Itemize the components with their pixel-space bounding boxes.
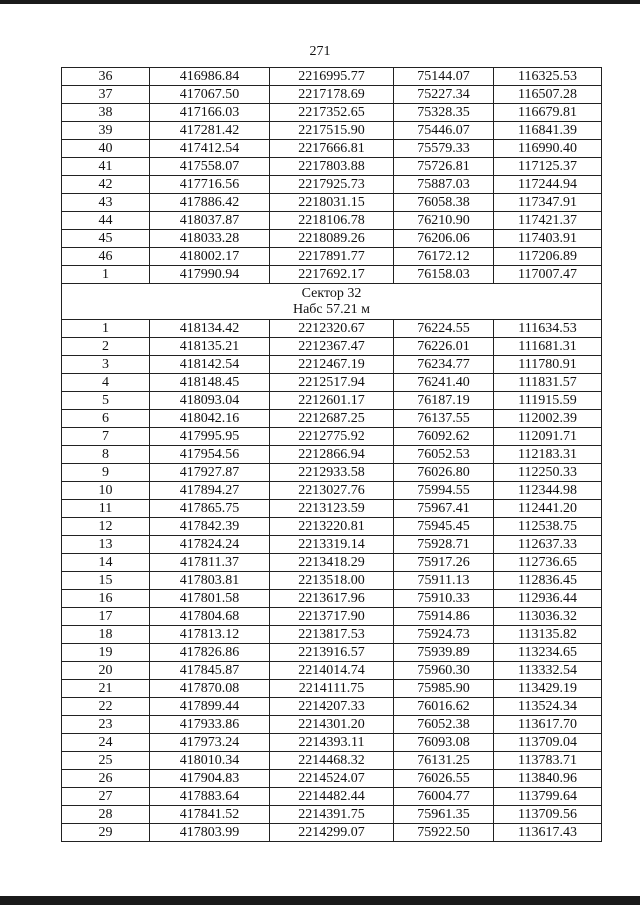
x-local-cell: 75945.45	[394, 518, 494, 536]
point-number-cell: 13	[62, 536, 150, 554]
table-row	[62, 752, 602, 770]
y-coordinate-cell: 2214468.32	[270, 752, 394, 770]
scan-edge-bottom	[0, 896, 640, 905]
table-body-before	[62, 68, 602, 284]
x-coordinate-cell: 418042.16	[150, 410, 270, 428]
point-number-cell: 4	[62, 374, 150, 392]
y-local-cell: 111681.31	[494, 338, 602, 356]
point-number-cell: 40	[62, 140, 150, 158]
table-row	[62, 230, 602, 248]
y-local-cell: 113709.04	[494, 734, 602, 752]
page-number: 271	[309, 44, 331, 59]
point-number-cell: 38	[62, 104, 150, 122]
x-local-cell: 75887.03	[394, 176, 494, 194]
x-local-cell: 75961.35	[394, 806, 494, 824]
point-number-cell: 1	[62, 320, 150, 338]
y-local-cell: 117206.89	[494, 248, 602, 266]
x-coordinate-cell: 418142.54	[150, 356, 270, 374]
y-coordinate-cell: 2216995.77	[270, 68, 394, 86]
x-local-cell: 75446.07	[394, 122, 494, 140]
x-local-cell: 75914.86	[394, 608, 494, 626]
x-coordinate-cell: 417281.42	[150, 122, 270, 140]
point-number-cell: 46	[62, 248, 150, 266]
table-row	[62, 356, 602, 374]
table-row	[62, 68, 602, 86]
x-coordinate-cell: 417841.52	[150, 806, 270, 824]
point-number-cell: 18	[62, 626, 150, 644]
point-number-cell: 1	[62, 266, 150, 284]
y-coordinate-cell: 2213817.53	[270, 626, 394, 644]
x-coordinate-cell: 417886.42	[150, 194, 270, 212]
x-coordinate-cell: 417842.39	[150, 518, 270, 536]
x-coordinate-cell: 417804.68	[150, 608, 270, 626]
y-coordinate-cell: 2214482.44	[270, 788, 394, 806]
y-coordinate-cell: 2217666.81	[270, 140, 394, 158]
y-local-cell: 113783.71	[494, 752, 602, 770]
y-coordinate-cell: 2212866.94	[270, 446, 394, 464]
x-local-cell: 75144.07	[394, 68, 494, 86]
x-local-cell: 75928.71	[394, 536, 494, 554]
x-coordinate-cell: 417973.24	[150, 734, 270, 752]
point-number-cell: 12	[62, 518, 150, 536]
y-local-cell: 112936.44	[494, 590, 602, 608]
table-row	[62, 536, 602, 554]
table-row	[62, 806, 602, 824]
x-local-cell: 76026.80	[394, 464, 494, 482]
point-number-cell: 20	[62, 662, 150, 680]
scan-edge-top	[0, 0, 640, 4]
y-coordinate-cell: 2217352.65	[270, 104, 394, 122]
x-coordinate-cell: 417813.12	[150, 626, 270, 644]
point-number-cell: 27	[62, 788, 150, 806]
table-row	[62, 554, 602, 572]
y-coordinate-cell: 2217515.90	[270, 122, 394, 140]
table-row	[62, 122, 602, 140]
y-coordinate-cell: 2213617.96	[270, 590, 394, 608]
table-row	[62, 644, 602, 662]
table-row	[62, 248, 602, 266]
y-local-cell: 113135.82	[494, 626, 602, 644]
point-number-cell: 25	[62, 752, 150, 770]
table-row	[62, 428, 602, 446]
point-number-cell: 3	[62, 356, 150, 374]
y-coordinate-cell: 2213319.14	[270, 536, 394, 554]
x-coordinate-cell: 417166.03	[150, 104, 270, 122]
x-coordinate-cell: 418093.04	[150, 392, 270, 410]
x-local-cell: 75579.33	[394, 140, 494, 158]
y-local-cell: 116507.28	[494, 86, 602, 104]
point-number-cell: 15	[62, 572, 150, 590]
x-coordinate-cell: 418033.28	[150, 230, 270, 248]
x-local-cell: 76052.38	[394, 716, 494, 734]
table-row	[62, 212, 602, 230]
table-row	[62, 446, 602, 464]
y-coordinate-cell: 2214111.75	[270, 680, 394, 698]
point-number-cell: 45	[62, 230, 150, 248]
y-local-cell: 113840.96	[494, 770, 602, 788]
table-row	[62, 698, 602, 716]
x-local-cell: 76241.40	[394, 374, 494, 392]
table-row	[62, 788, 602, 806]
table-row	[62, 374, 602, 392]
table-row	[62, 410, 602, 428]
y-local-cell: 116990.40	[494, 140, 602, 158]
table-row	[62, 266, 602, 284]
y-local-cell: 116679.81	[494, 104, 602, 122]
table-row	[62, 716, 602, 734]
x-coordinate-cell: 418135.21	[150, 338, 270, 356]
x-local-cell: 75328.35	[394, 104, 494, 122]
x-coordinate-cell: 417412.54	[150, 140, 270, 158]
y-coordinate-cell: 2212601.17	[270, 392, 394, 410]
y-coordinate-cell: 2212320.67	[270, 320, 394, 338]
table-row	[62, 320, 602, 338]
x-coordinate-cell: 417995.95	[150, 428, 270, 446]
x-coordinate-cell: 417558.07	[150, 158, 270, 176]
x-local-cell: 75939.89	[394, 644, 494, 662]
coordinates-table	[61, 67, 602, 842]
table-row	[62, 158, 602, 176]
x-local-cell: 75967.41	[394, 500, 494, 518]
x-local-cell: 75910.33	[394, 590, 494, 608]
point-number-cell: 36	[62, 68, 150, 86]
point-number-cell: 42	[62, 176, 150, 194]
y-coordinate-cell: 2212687.25	[270, 410, 394, 428]
table-row	[62, 194, 602, 212]
y-local-cell: 113524.34	[494, 698, 602, 716]
point-number-cell: 10	[62, 482, 150, 500]
x-coordinate-cell: 417870.08	[150, 680, 270, 698]
x-coordinate-cell: 418002.17	[150, 248, 270, 266]
y-coordinate-cell: 2212933.58	[270, 464, 394, 482]
y-local-cell: 112183.31	[494, 446, 602, 464]
point-number-cell: 43	[62, 194, 150, 212]
point-number-cell: 22	[62, 698, 150, 716]
x-coordinate-cell: 417803.99	[150, 824, 270, 842]
y-local-cell: 112836.45	[494, 572, 602, 590]
point-number-cell: 37	[62, 86, 150, 104]
y-coordinate-cell: 2214393.11	[270, 734, 394, 752]
table-row	[62, 518, 602, 536]
y-coordinate-cell: 2212467.19	[270, 356, 394, 374]
y-coordinate-cell: 2213717.90	[270, 608, 394, 626]
x-local-cell: 76234.77	[394, 356, 494, 374]
y-local-cell: 116841.39	[494, 122, 602, 140]
table-body-after	[62, 320, 602, 842]
y-coordinate-cell: 2212775.92	[270, 428, 394, 446]
y-coordinate-cell: 2214391.75	[270, 806, 394, 824]
table-row	[62, 608, 602, 626]
y-local-cell: 112637.33	[494, 536, 602, 554]
y-coordinate-cell: 2212517.94	[270, 374, 394, 392]
x-coordinate-cell: 417904.83	[150, 770, 270, 788]
x-local-cell: 76052.53	[394, 446, 494, 464]
table-row	[62, 482, 602, 500]
table-row	[62, 662, 602, 680]
y-local-cell: 111915.59	[494, 392, 602, 410]
sector-subtitle: Набс 57.21 м	[292, 301, 371, 317]
x-local-cell: 76187.19	[394, 392, 494, 410]
x-coordinate-cell: 417845.87	[150, 662, 270, 680]
x-coordinate-cell: 417716.56	[150, 176, 270, 194]
y-local-cell: 117125.37	[494, 158, 602, 176]
y-coordinate-cell: 2217891.77	[270, 248, 394, 266]
x-local-cell: 76058.38	[394, 194, 494, 212]
x-local-cell: 76016.62	[394, 698, 494, 716]
table-row	[62, 770, 602, 788]
point-number-cell: 24	[62, 734, 150, 752]
point-number-cell: 16	[62, 590, 150, 608]
x-coordinate-cell: 417803.81	[150, 572, 270, 590]
point-number-cell: 5	[62, 392, 150, 410]
table-row	[62, 572, 602, 590]
point-number-cell: 41	[62, 158, 150, 176]
x-coordinate-cell: 417811.37	[150, 554, 270, 572]
table-row	[62, 626, 602, 644]
x-coordinate-cell: 417883.64	[150, 788, 270, 806]
x-local-cell: 76224.55	[394, 320, 494, 338]
sector-cell	[62, 284, 602, 320]
table-row	[62, 680, 602, 698]
point-number-cell: 39	[62, 122, 150, 140]
x-coordinate-cell: 417824.24	[150, 536, 270, 554]
x-coordinate-cell: 417067.50	[150, 86, 270, 104]
x-coordinate-cell: 417894.27	[150, 482, 270, 500]
y-local-cell: 113036.32	[494, 608, 602, 626]
point-number-cell: 6	[62, 410, 150, 428]
x-coordinate-cell: 417933.86	[150, 716, 270, 734]
table-row	[62, 734, 602, 752]
table-row	[62, 104, 602, 122]
x-coordinate-cell: 417927.87	[150, 464, 270, 482]
y-local-cell: 113709.56	[494, 806, 602, 824]
y-coordinate-cell: 2213418.29	[270, 554, 394, 572]
x-local-cell: 75227.34	[394, 86, 494, 104]
y-coordinate-cell: 2214301.20	[270, 716, 394, 734]
x-local-cell: 76210.90	[394, 212, 494, 230]
point-number-cell: 28	[62, 806, 150, 824]
y-coordinate-cell: 2212367.47	[270, 338, 394, 356]
y-local-cell: 112344.98	[494, 482, 602, 500]
y-coordinate-cell: 2217803.88	[270, 158, 394, 176]
y-local-cell: 113799.64	[494, 788, 602, 806]
x-coordinate-cell: 416986.84	[150, 68, 270, 86]
x-local-cell: 76226.01	[394, 338, 494, 356]
y-coordinate-cell: 2218031.15	[270, 194, 394, 212]
y-local-cell: 117421.37	[494, 212, 602, 230]
y-coordinate-cell: 2218089.26	[270, 230, 394, 248]
y-local-cell: 116325.53	[494, 68, 602, 86]
table-row	[62, 176, 602, 194]
x-local-cell: 75985.90	[394, 680, 494, 698]
table-row	[62, 140, 602, 158]
x-local-cell: 75917.26	[394, 554, 494, 572]
x-local-cell: 75924.73	[394, 626, 494, 644]
point-number-cell: 19	[62, 644, 150, 662]
x-local-cell: 75726.81	[394, 158, 494, 176]
y-local-cell: 117007.47	[494, 266, 602, 284]
y-coordinate-cell: 2217178.69	[270, 86, 394, 104]
point-number-cell: 7	[62, 428, 150, 446]
y-local-cell: 113234.65	[494, 644, 602, 662]
x-coordinate-cell: 418148.45	[150, 374, 270, 392]
y-coordinate-cell: 2213518.00	[270, 572, 394, 590]
point-number-cell: 9	[62, 464, 150, 482]
x-local-cell: 76131.25	[394, 752, 494, 770]
x-local-cell: 75922.50	[394, 824, 494, 842]
x-coordinate-cell: 418010.34	[150, 752, 270, 770]
y-coordinate-cell: 2213916.57	[270, 644, 394, 662]
table-row	[62, 590, 602, 608]
point-number-cell: 2	[62, 338, 150, 356]
table-row	[62, 86, 602, 104]
y-coordinate-cell: 2213027.76	[270, 482, 394, 500]
y-coordinate-cell: 2217692.17	[270, 266, 394, 284]
point-number-cell: 17	[62, 608, 150, 626]
x-local-cell: 75960.30	[394, 662, 494, 680]
point-number-cell: 26	[62, 770, 150, 788]
point-number-cell: 11	[62, 500, 150, 518]
x-local-cell: 76004.77	[394, 788, 494, 806]
x-local-cell: 76092.62	[394, 428, 494, 446]
y-local-cell: 112441.20	[494, 500, 602, 518]
x-local-cell: 76093.08	[394, 734, 494, 752]
x-coordinate-cell: 418134.42	[150, 320, 270, 338]
table-row	[62, 500, 602, 518]
y-coordinate-cell: 2213123.59	[270, 500, 394, 518]
point-number-cell: 14	[62, 554, 150, 572]
x-coordinate-cell: 418037.87	[150, 212, 270, 230]
table-row	[62, 824, 602, 842]
point-number-cell: 44	[62, 212, 150, 230]
table-row	[62, 338, 602, 356]
point-number-cell: 21	[62, 680, 150, 698]
y-local-cell: 111831.57	[494, 374, 602, 392]
y-local-cell: 113429.19	[494, 680, 602, 698]
point-number-cell: 29	[62, 824, 150, 842]
x-local-cell: 76158.03	[394, 266, 494, 284]
sector-title: Сектор 32	[301, 285, 362, 301]
y-coordinate-cell: 2213220.81	[270, 518, 394, 536]
x-local-cell: 76206.06	[394, 230, 494, 248]
y-coordinate-cell: 2214014.74	[270, 662, 394, 680]
y-local-cell: 117403.91	[494, 230, 602, 248]
y-coordinate-cell: 2214299.07	[270, 824, 394, 842]
x-coordinate-cell: 417865.75	[150, 500, 270, 518]
y-coordinate-cell: 2214207.33	[270, 698, 394, 716]
y-coordinate-cell: 2218106.78	[270, 212, 394, 230]
x-local-cell: 76137.55	[394, 410, 494, 428]
x-coordinate-cell: 417954.56	[150, 446, 270, 464]
y-local-cell: 117347.91	[494, 194, 602, 212]
x-coordinate-cell: 417899.44	[150, 698, 270, 716]
x-coordinate-cell: 417990.94	[150, 266, 270, 284]
y-local-cell: 113617.70	[494, 716, 602, 734]
y-coordinate-cell: 2214524.07	[270, 770, 394, 788]
x-local-cell: 76026.55	[394, 770, 494, 788]
x-coordinate-cell: 417801.58	[150, 590, 270, 608]
y-local-cell: 112091.71	[494, 428, 602, 446]
x-local-cell: 75911.13	[394, 572, 494, 590]
x-local-cell: 76172.12	[394, 248, 494, 266]
y-local-cell: 112250.33	[494, 464, 602, 482]
y-local-cell: 117244.94	[494, 176, 602, 194]
sector-header	[62, 284, 602, 320]
y-local-cell: 112002.39	[494, 410, 602, 428]
y-local-cell: 112538.75	[494, 518, 602, 536]
y-local-cell: 111634.53	[494, 320, 602, 338]
y-local-cell: 113332.54	[494, 662, 602, 680]
y-local-cell: 112736.65	[494, 554, 602, 572]
x-local-cell: 75994.55	[394, 482, 494, 500]
table-row	[62, 392, 602, 410]
table-row	[62, 464, 602, 482]
x-coordinate-cell: 417826.86	[150, 644, 270, 662]
y-coordinate-cell: 2217925.73	[270, 176, 394, 194]
y-local-cell: 113617.43	[494, 824, 602, 842]
point-number-cell: 23	[62, 716, 150, 734]
y-local-cell: 111780.91	[494, 356, 602, 374]
point-number-cell: 8	[62, 446, 150, 464]
